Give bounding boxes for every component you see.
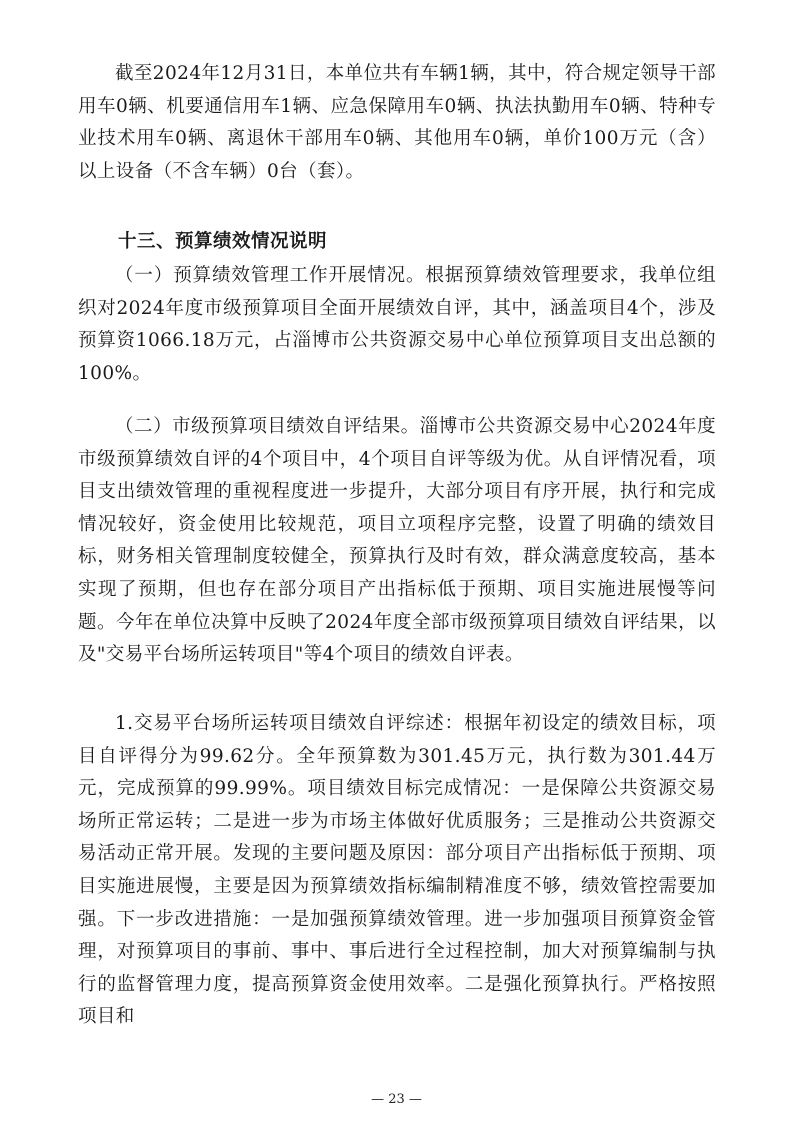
project-summary-paragraph: 1.交易平台场所运转项目绩效自评综述：根据年初设定的绩效目标，项目自评得分为99.62分。全年预算数为301.45万元，执行数为301.44万元，完成预算的99.99%。项目绩效目标完成情况：一是保障公共资源交易场所正常运转；二是进一步为市场主体做好优质服务；三是推动公共资源交易活动正常开展。发现的主要问题及原因：部分项目产出指标低于预期、项目实施进展慢，主要是因为预算绩效指标编制精准度不够，绩效管控需要加强。下一步改进措施：一是加强预算绩效管理。进一步加强项目预算资金管理，对预算项目的事前、事中、事后进行全过程控制，加大对预算编制与执行的监督管理力度，提高预算资金使用效率。二是强化预算执行。严格按照项目和 (78, 713, 716, 1028)
vehicle-paragraph: 截至2024年12月31日，本单位共有车辆1辆，其中，符合规定领导干部用车0辆、机要通信用车1辆、应急保障用车0辆、执法执勤用车0辆、特种专业技术用车0辆、离退休干部用车0辆、其他用车0辆，单价100万元（含）以上设备（不含车辆）0台（套）。 (78, 63, 716, 182)
self-evaluation-results-paragraph: （二）市级预算项目绩效自评结果。淄博市公共资源交易中心2024年度市级预算绩效自评的4个项目中，4个项目自评等级为优。从自评情况看，项目支出绩效管理的重视程度进一步提升，大部分项目有序开展，执行和完成情况较好，资金使用比较规范，项目立项程序完整，设置了明确的绩效目标，财务相关管理制度较健全，预算执行及时有效，群众满意度较高，基本实现了预期，但也存在部分项目产出指标低于预期、项目实施进展慢等问题。今年在单位决算中反映了2024年度全部市级预算项目绩效自评结果，以及"交易平台场所运转项目"等4个项目的绩效自评表。 (78, 416, 716, 666)
section-heading: 十三、预算绩效情况说明 (118, 231, 328, 252)
performance-management-paragraph: （一）预算绩效管理工作开展情况。根据预算绩效管理要求，我单位组织对2024年度市级预算项目全面开展绩效自评，其中，涵盖项目4个，涉及预算资1066.18万元，占淄博市公共资源交易中心单位预算项目支出总额的100%。 (78, 265, 716, 384)
page-number: — 23 — (371, 1092, 422, 1107)
